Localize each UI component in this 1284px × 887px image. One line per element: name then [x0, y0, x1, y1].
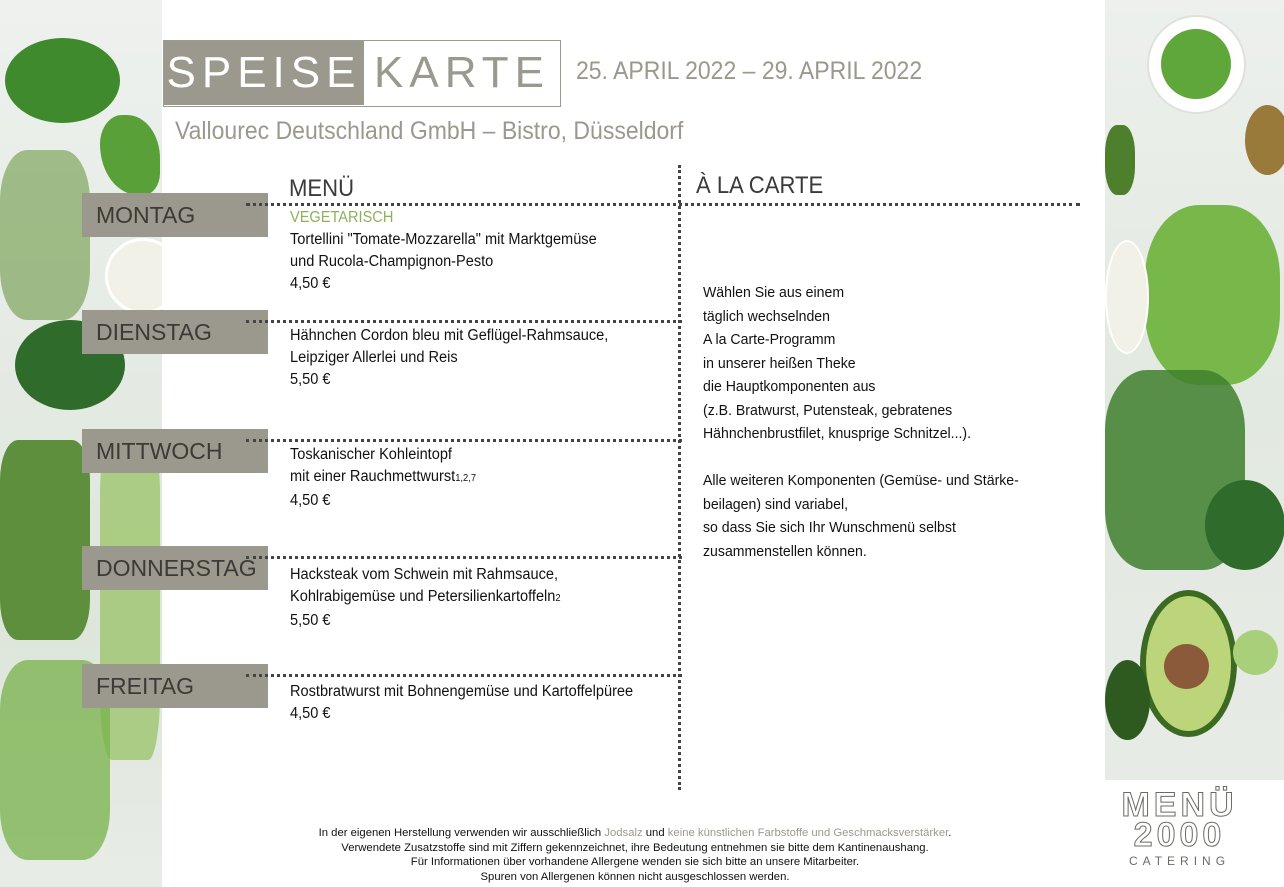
menu-column-heading: MENÜ: [289, 175, 355, 202]
title-karte: KARTE: [374, 48, 550, 97]
cucumber-image: [1105, 125, 1135, 195]
meal-line: Leipziger Allerlei und Reis: [290, 349, 458, 366]
meal-price: 4,50 €: [290, 492, 331, 509]
location-subtitle: Vallourec Deutschland GmbH – Bistro, Düsseldorf: [175, 117, 684, 145]
day-tab-montag: MONTAG: [82, 193, 268, 237]
day-tab-dienstag: DIENSTAG: [82, 310, 268, 354]
meal-montag: [290, 207, 597, 295]
meal-line: mit einer Rauchmettwurst1,2,7: [290, 468, 477, 485]
day-tab-mittwoch: MITTWOCH: [82, 429, 268, 473]
meal-mittwoch: [290, 444, 476, 512]
footer-notes: [270, 826, 1000, 884]
carte-column-heading: À LA CARTE: [696, 172, 824, 199]
footer-line-1: In der eigenen Herstellung verwenden wir ausschließlich Jodsalz und keine künstlichen Farbstoffe und Geschmacksverstärker.: [318, 827, 952, 839]
meal-line: Kohlrabigemüse und Petersilienkartoffeln2: [290, 588, 561, 605]
additive-numbers: 1,2,7: [455, 473, 477, 484]
row-divider: [246, 320, 682, 323]
vegetable-photo-right: [1105, 0, 1284, 780]
meal-donnerstag: [290, 564, 561, 632]
bean-bowl-right-image: [1105, 240, 1149, 354]
footer-line-3: Für Informationen über vorhandene Allergene wenden sie sich bitte an unsere Mitarbeiter.: [410, 856, 860, 868]
meal-price: 5,50 €: [290, 371, 331, 388]
day-tab-freitag: FREITAG: [82, 664, 268, 708]
meal-line: Hähnchen Cordon bleu mit Geflügel-Rahmsauce,: [290, 327, 609, 344]
meal-line: Rostbratwurst mit Bohnengemüse und Kartoffelpüree: [290, 683, 634, 700]
footer-line-4: Spuren von Allergenen können nicht ausgeschlossen werden.: [480, 870, 790, 883]
bean-bowl-image: [105, 238, 162, 314]
brussels-sprout-image: [1233, 630, 1278, 675]
date-range: 25. APRIL 2022 – 29. APRIL 2022: [576, 57, 923, 85]
green-beans-image: [0, 440, 90, 640]
additive-numbers: 2: [555, 593, 561, 604]
menu-title: [163, 40, 561, 107]
meal-line: Toskanischer Kohleintopf: [290, 446, 452, 463]
menu2000-logo: MENÜ 2000 CATERING: [1121, 786, 1238, 868]
meal-line: Hacksteak vom Schwein mit Rahmsauce,: [290, 566, 559, 583]
row-divider: [246, 203, 1080, 206]
broccoli-right-image: [1205, 480, 1284, 570]
meal-line: und Rucola-Champignon-Pesto: [290, 253, 494, 270]
row-divider: [246, 556, 682, 559]
kiwi-image: [1245, 105, 1284, 175]
carte-description: Wählen Sie aus einem täglich wechselnden A la Carte-Programm in unserer heißen Theke die Hauptkomponenten aus (z.B. Bratwurst, Putensteak, gebratenes Hähnchenbrustfilet, knusprige Schnitzel...). Alle weiteren Komponenten (Gemüse- und Stärke- beilagen) sind variabel, so dass Sie sich Ihr Wunschmenü selbst zusammenstellen können.: [703, 284, 1019, 560]
meal-price: 4,50 €: [290, 275, 331, 292]
footer-line-2: Verwendete Zusatzstoffe sind mit Ziffern gekennzeichnet, ihre Bedeutung entnehmen sie bitte dem Kantinenaushang.: [341, 841, 929, 854]
row-divider: [246, 439, 682, 442]
meal-price: 5,50 €: [290, 612, 331, 629]
peas-bowl-image: [1147, 15, 1246, 114]
vegetarian-tag: VEGETARISCH: [290, 209, 394, 226]
day-tab-donnerstag: DONNERSTAG: [82, 546, 268, 590]
pepper-slice-image: [100, 115, 160, 195]
meal-freitag: [290, 681, 633, 725]
column-divider: [678, 165, 681, 790]
title-speise: SPEISE: [164, 41, 364, 105]
meal-dienstag: [290, 325, 608, 391]
pepper-image: [5, 38, 120, 123]
avocado-whole-image: [1105, 660, 1150, 740]
row-divider: [246, 674, 682, 677]
meal-line: Tortellini "Tomate-Mozzarella" mit Marktgemüse: [290, 231, 597, 248]
lettuce-image: [1145, 205, 1280, 385]
dill-image: [0, 150, 90, 320]
meal-price: 4,50 €: [290, 705, 331, 722]
avocado-image: [1140, 590, 1237, 737]
